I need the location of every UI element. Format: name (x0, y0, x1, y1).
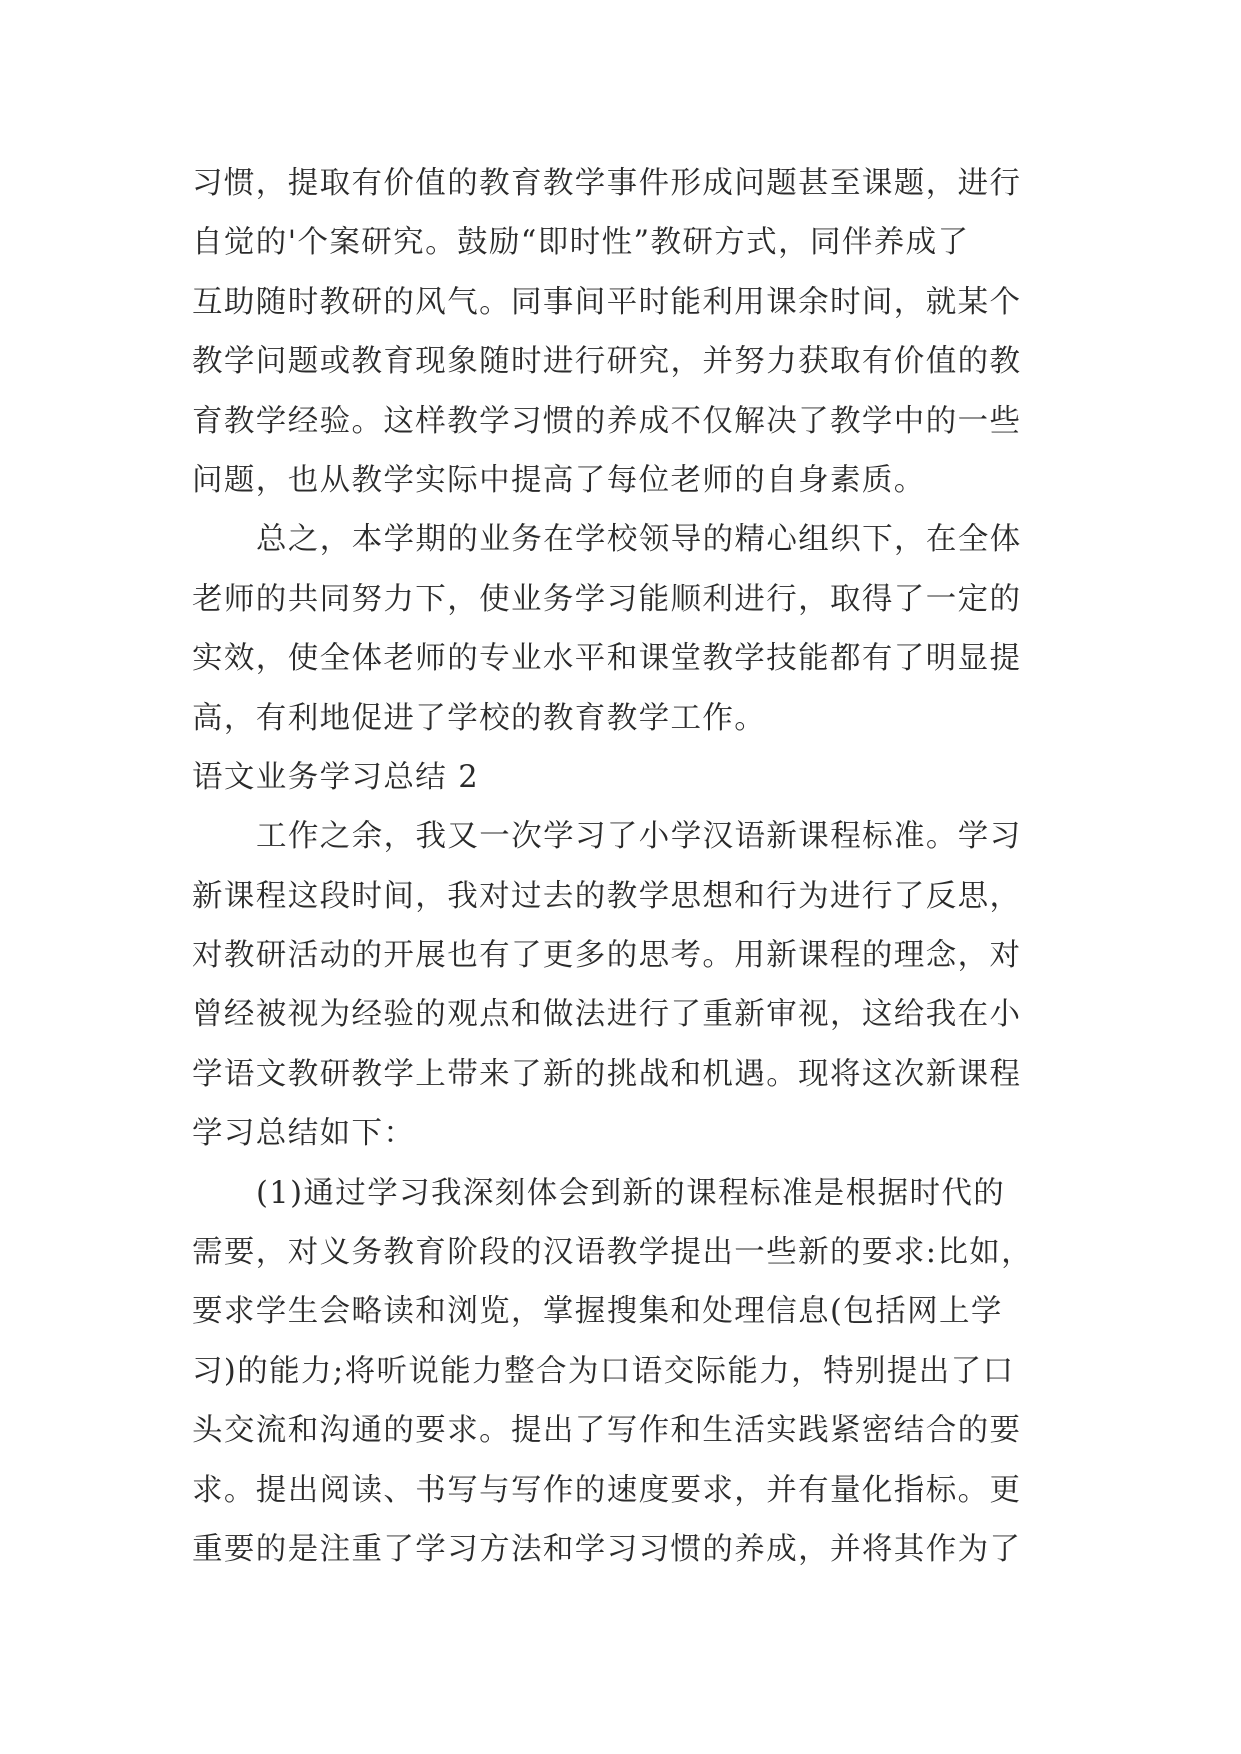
text-line: 自觉的'个案研究。鼓励“即时性”教研方式，同伴养成了 (192, 225, 970, 261)
section-heading: 语文业务学习总结 2 (192, 759, 480, 795)
body-text (192, 154, 1072, 1579)
text-line: 新课程这段时间，我对过去的教学思想和行为进行了反思， (192, 878, 1022, 914)
text-line: 育教学经验。这样教学习惯的养成不仅解决了教学中的一些 (192, 403, 1022, 439)
text-line: 习惯，提取有价值的教育教学事件形成问题甚至课题，进行 (192, 166, 1022, 201)
text-line: 教学问题或教育现象随时进行研究，并努力获取有价值的教 (192, 344, 1022, 380)
text-line: 学语文教研教学上带来了新的挑战和机遇。现将这次新课程 (192, 1056, 1022, 1092)
text-line: 曾经被视为经验的观点和做法进行了重新审视，这给我在小 (192, 997, 1022, 1033)
paragraph-first-line: 工作之余，我又一次学习了小学汉语新课程标准。学习 (256, 819, 1022, 855)
paragraph-first-line: 总之，本学期的业务在学校领导的精心组织下，在全体 (256, 522, 1022, 558)
text-line: 对教研活动的开展也有了更多的思考。用新课程的理念，对 (192, 938, 1022, 974)
text-line: 实效，使全体老师的专业水平和课堂教学技能都有了明显提 (192, 641, 1022, 677)
text-line: 互助随时教研的风气。同事间平时能利用课余时间，就某个 (192, 284, 1022, 320)
text-line: 问题，也从教学实际中提高了每位老师的自身素质。 (192, 462, 926, 498)
text-line: 要求学生会略读和浏览，掌握搜集和处理信息(包括网上学 (192, 1294, 1003, 1330)
text-line: 头交流和沟通的要求。提出了写作和生活实践紧密结合的要 (192, 1413, 1022, 1449)
text-line: 老师的共同努力下，使业务学习能顺利进行，取得了一定的 (192, 581, 1022, 617)
text-line: 需要，对义务教育阶段的汉语教学提出一些新的要求:比如， (192, 1235, 1034, 1271)
text-line: 习)的能力;将听说能力整合为口语交际能力，特别提出了口 (192, 1353, 1015, 1389)
text-line: 求。提出阅读、书写与写作的速度要求，并有量化指标。更 (192, 1472, 1022, 1508)
paragraph-first-line: (1)通过学习我深刻体会到新的课程标准是根据时代的 (256, 1175, 1006, 1211)
text-line: 学习总结如下： (192, 1116, 416, 1152)
text-line: 重要的是注重了学习方法和学习习惯的养成，并将其作为了 (192, 1531, 1022, 1567)
text-line: 高，有利地促进了学校的教育教学工作。 (192, 700, 767, 736)
